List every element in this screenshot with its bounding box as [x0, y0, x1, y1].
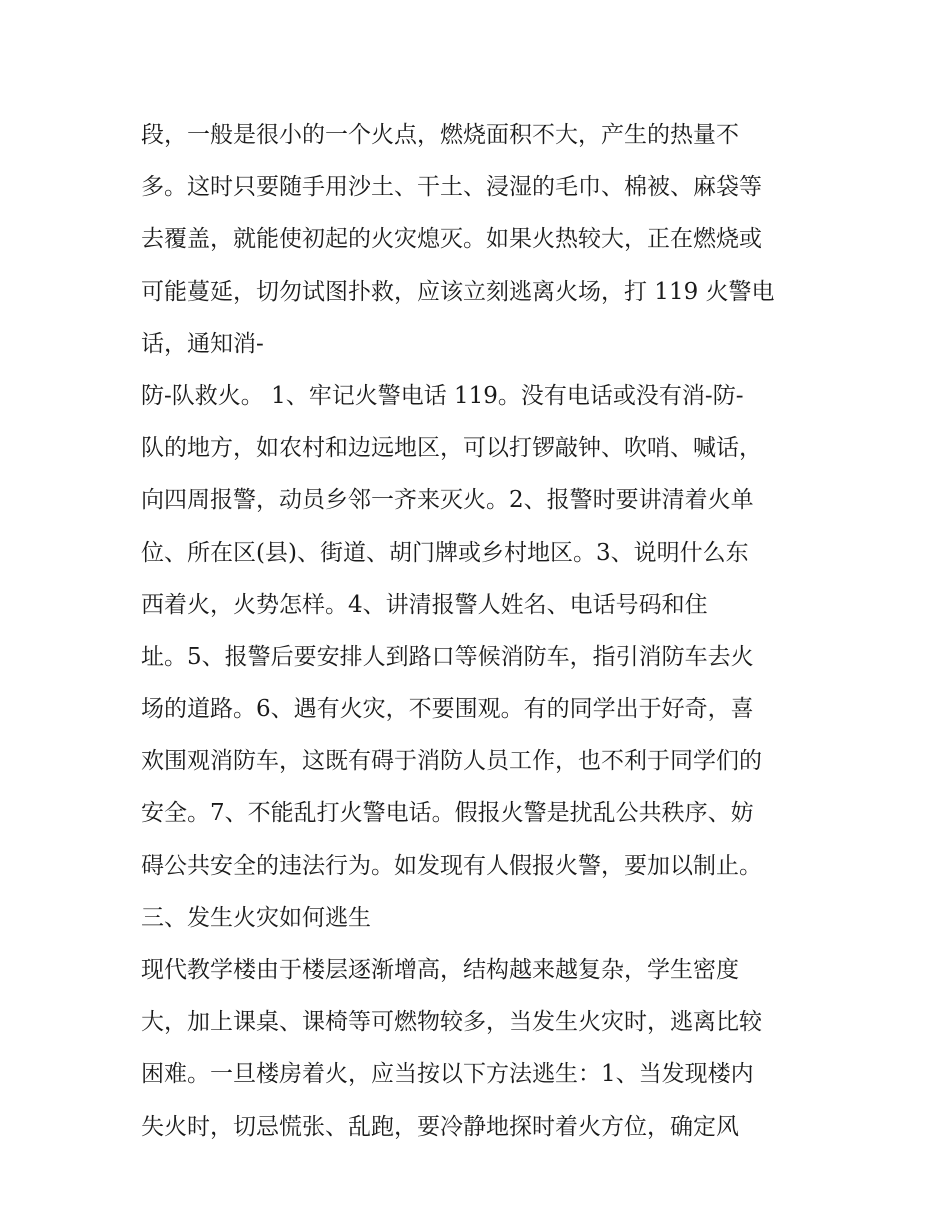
section-heading: 三、发生火灾如何逃生 [141, 904, 371, 931]
text-line: 去覆盖，就能使初起的火灾熄灭。如果火热较大，正在燃烧或 [141, 226, 762, 253]
text-line: 向四周报警，动员乡邻一齐来灭火。2、报警时要讲清着火单 [141, 487, 754, 514]
text-line: 段，一般是很小的一个火点，燃烧面积不大，产生的热量不 [141, 122, 739, 148]
text-line: 失火时，切忌慌张、乱跑，要冷静地探时着火方位，确定风 [141, 1113, 739, 1140]
text-line: 多。这时只要随手用沙土、干土、浸湿的毛巾、棉被、麻袋等 [141, 174, 762, 201]
text-line: 现代教学楼由于楼层逐渐增高，结构越来越复杂，学生密度 [141, 957, 739, 983]
body-text [141, 109, 831, 1153]
text-line: 防-队救火。 1、牢记火警电话 119。没有电话或没有消-防- [141, 382, 744, 409]
text-line: 碍公共安全的违法行为。如发现有人假报火警，要加以制止。 [141, 852, 762, 879]
text-line: 话，通知消- [141, 330, 264, 357]
text-line: 西着火，火势怎样。4、讲清报警人姓名、电话号码和住 [141, 591, 708, 618]
text-line: 可能蔓延，切勿试图扑救，应该立刻逃离火场，打 119 火警电 [141, 278, 775, 305]
text-line: 址。5、报警后要安排人到路口等候消防车，指引消防车去火 [141, 643, 754, 670]
text-line: 安全。7、不能乱打火警电话。假报火警是扰乱公共秩序、妨 [141, 800, 754, 827]
text-line: 队的地方，如农村和边远地区，可以打锣敲钟、吹哨、喊话， [141, 435, 762, 462]
text-line: 大，加上课桌、课椅等可燃物较多，当发生火灾时，逃离比较 [141, 1009, 762, 1036]
text-line: 困难。一旦楼房着火，应当按以下方法逃生：1、当发现楼内 [141, 1061, 754, 1088]
text-line: 场的道路。6、遇有火灾，不要围观。有的同学出于好奇，喜 [141, 696, 754, 723]
text-line: 位、所在区(县)、街道、胡门牌或乡村地区。3、说明什么东 [141, 539, 749, 566]
text-line: 欢围观消防车，这既有碍于消防人员工作，也不利于同学们的 [141, 748, 762, 775]
